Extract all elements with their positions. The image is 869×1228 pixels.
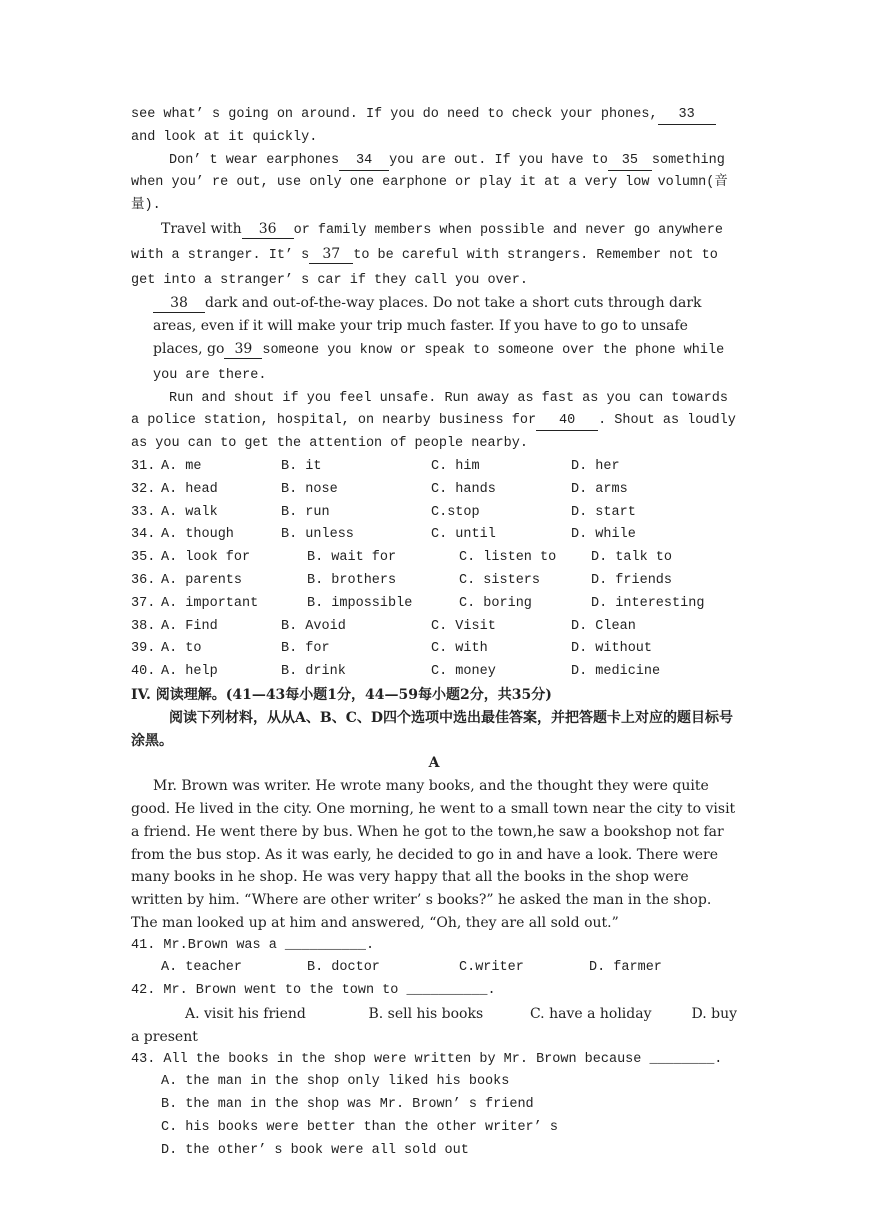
passage-label: A	[428, 755, 440, 772]
question-row: 31. A. me B. it C. him D. her	[131, 458, 620, 474]
section-instruction: 阅读下列材料，从从A、B、C、D四个选项中选出最佳答案，并把答题卡上对应的题目标号涂黑。	[131, 709, 733, 749]
question-43: 43. All the books in the shop were written by Mr. Brown because ________.	[131, 1051, 723, 1067]
section-heading: IV. 阅读理解。(41—43每小题1分，44—59每小题2分，共35分)	[131, 686, 552, 703]
question-row: 33. A. walk B. run C.stop D. start	[131, 504, 636, 520]
question-43-option-d: D. the other’ s book were all sold out	[161, 1142, 469, 1158]
blank-35: 35	[608, 152, 652, 171]
cloze-paragraph-2: Don’ t wear earphones 34 you are out. If you have to 35 something when you’ re out, use only one earphone or play it at a very low volumn(音量).	[131, 152, 728, 214]
question-row: 39. A. to B. for C. with D. without	[131, 641, 653, 657]
question-43-option-b: B. the man in the shop was Mr. Brown’ s friend	[161, 1097, 534, 1113]
blank-40: 40	[536, 412, 598, 431]
question-row: 34. A. though B. unless C. until D. while	[131, 527, 636, 543]
question-41: 41. Mr.Brown was a __________.	[131, 937, 375, 953]
reading-passage: Mr. Brown was writer. He wrote many books, and the thought they were quite good. He lived in the city. One morning, he went to a small town near the city to visit a friend. He went there by bus. When he got to the town,he saw a bookshop not far from the bus stop. As it was early, he decided to go in and have a look. There were many books in he shop. He was very happy that all the books in the shop were written by him. “Where are other writer’ s books?” he asked the man in the shop. The man looked up at him and answered, “Oh, they are all sold out.”	[131, 778, 736, 931]
question-list	[131, 456, 737, 684]
cloze-paragraph-3: Travel with 36 or family members when possible and never go anywhere with a stranger. It’ s 37 to be careful with strangers. Remember not to get into a stranger’ s car if they call you over.	[131, 220, 723, 288]
question-41-options: A. teacher B. doctor C.writer D. farmer	[161, 960, 662, 976]
question-42-options: A. visit his friend B. sell his books C. have a holiday D. buy	[185, 1006, 737, 1023]
blank-36: 36	[242, 220, 294, 239]
question-row: 36. A. parents B. brothers C. sisters D. friends	[131, 572, 673, 588]
question-42-option-wrap: a present	[131, 1028, 198, 1045]
blank-33: 33	[658, 106, 716, 125]
cloze-paragraph-5: Run and shout if you feel unsafe. Run away as fast as you can towards a police station, hospital, on nearby business for 40 . Shout as loudly as you can to get the attention of people nearby.	[131, 390, 736, 452]
question-row: 37. A. important B. impossible C. boring D. interesting	[131, 595, 705, 611]
question-row: 35. A. look for B. wait for C. listen to D. talk to	[131, 550, 673, 566]
blank-39: 39	[224, 340, 262, 359]
question-42: 42. Mr. Brown went to the town to __________.	[131, 983, 496, 999]
blank-37: 37	[309, 245, 353, 264]
question-row: 40. A. help B. drink C. money D. medicine	[131, 664, 661, 680]
blank-34: 34	[339, 152, 389, 171]
exam-page	[131, 104, 737, 1163]
question-43-option-c: C. his books were better than the other writer’ s	[161, 1120, 558, 1136]
cloze-paragraph-4: 38 dark and out-of-the-way places. Do not take a short cuts through dark areas, even if it will make your trip much faster. If you have to go to unsafe places, go 39 someone you know or speak to someone over the phone while you are there.	[153, 295, 725, 383]
question-row: 38. A. Find B. Avoid C. Visit D. Clean	[131, 618, 636, 634]
question-43-option-a: A. the man in the shop only liked his books	[161, 1074, 510, 1090]
question-row: 32. A. head B. nose C. hands D. arms	[131, 481, 628, 497]
blank-38: 38	[153, 294, 205, 313]
cloze-paragraph-1: see what’ s going on around. If you do need to check your phones, 33and look at it quickly.	[131, 104, 737, 150]
